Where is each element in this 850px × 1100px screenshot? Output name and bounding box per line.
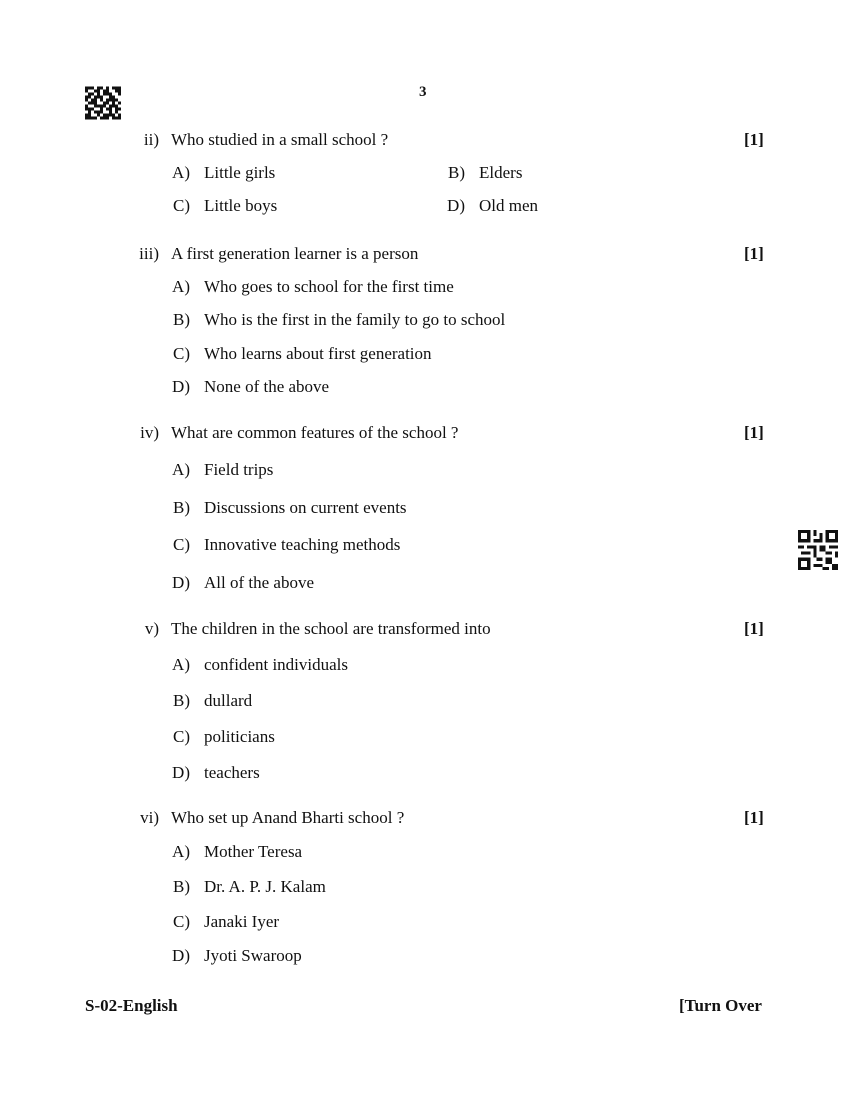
- marks-label: [1]: [744, 130, 764, 149]
- option-label: B): [173, 691, 190, 710]
- option-label: D): [172, 573, 190, 592]
- question-number: ii): [143, 130, 159, 149]
- option-label: B): [173, 310, 190, 329]
- option-text: dullard: [204, 691, 253, 710]
- option-text: teachers: [204, 763, 260, 782]
- option-text: All of the above: [204, 573, 314, 592]
- option-label: D): [172, 763, 190, 782]
- option-text: Little girls: [204, 163, 276, 182]
- question-text: Who studied in a small school ?: [171, 130, 389, 149]
- option-text: Dr. A. P. J. Kalam: [204, 877, 326, 896]
- paper-code: S-02-English: [85, 996, 178, 1015]
- option-label: A): [172, 460, 190, 479]
- option-label: B): [448, 163, 465, 182]
- option-text: None of the above: [204, 377, 330, 396]
- option-text: Little boys: [204, 196, 278, 215]
- page-number: 3: [419, 84, 427, 100]
- option-label: B): [173, 498, 190, 517]
- question-number: iv): [140, 423, 159, 442]
- option-label: C): [173, 535, 190, 554]
- option-label: C): [173, 344, 190, 363]
- option-text: Discussions on current events: [204, 498, 407, 517]
- question-number: v): [144, 619, 159, 638]
- question-number: vi): [140, 808, 159, 827]
- question-text: A first generation learner is a person: [171, 244, 419, 263]
- qr-code-top: [85, 86, 121, 120]
- marks-label: [1]: [744, 619, 764, 638]
- option-label: D): [172, 377, 190, 396]
- marks-label: [1]: [744, 423, 764, 442]
- question-text: The children in the school are transformed into: [171, 619, 491, 638]
- option-label: B): [173, 877, 190, 896]
- option-text: confident individuals: [204, 655, 349, 674]
- marks-label: [1]: [744, 244, 764, 263]
- option-label: A): [172, 277, 190, 296]
- option-text: Janaki Iyer: [204, 912, 280, 931]
- option-label: C): [173, 727, 190, 746]
- question-number: iii): [139, 244, 159, 263]
- option-label: D): [447, 196, 465, 215]
- option-text: Who is the first in the family to go to school: [204, 310, 506, 329]
- qr-code-side: [798, 530, 838, 570]
- option-label: A): [172, 163, 190, 182]
- option-text: Elders: [479, 163, 523, 182]
- marks-label: [1]: [744, 808, 764, 827]
- option-text: Innovative teaching methods: [204, 535, 401, 554]
- turn-over-label: [Turn Over: [679, 996, 762, 1015]
- option-text: politicians: [204, 727, 275, 746]
- option-label: A): [172, 842, 190, 861]
- option-label: C): [173, 196, 190, 215]
- option-label: C): [173, 912, 190, 931]
- option-label: A): [172, 655, 190, 674]
- option-text: Who goes to school for the first time: [204, 277, 454, 296]
- option-text: Field trips: [204, 460, 274, 479]
- option-text: Old men: [479, 196, 539, 215]
- option-text: Jyoti Swaroop: [204, 946, 302, 965]
- option-text: Mother Teresa: [204, 842, 303, 861]
- option-label: D): [172, 946, 190, 965]
- question-text: What are common features of the school ?: [171, 423, 459, 442]
- question-text: Who set up Anand Bharti school ?: [171, 808, 405, 827]
- option-text: Who learns about first generation: [204, 344, 432, 363]
